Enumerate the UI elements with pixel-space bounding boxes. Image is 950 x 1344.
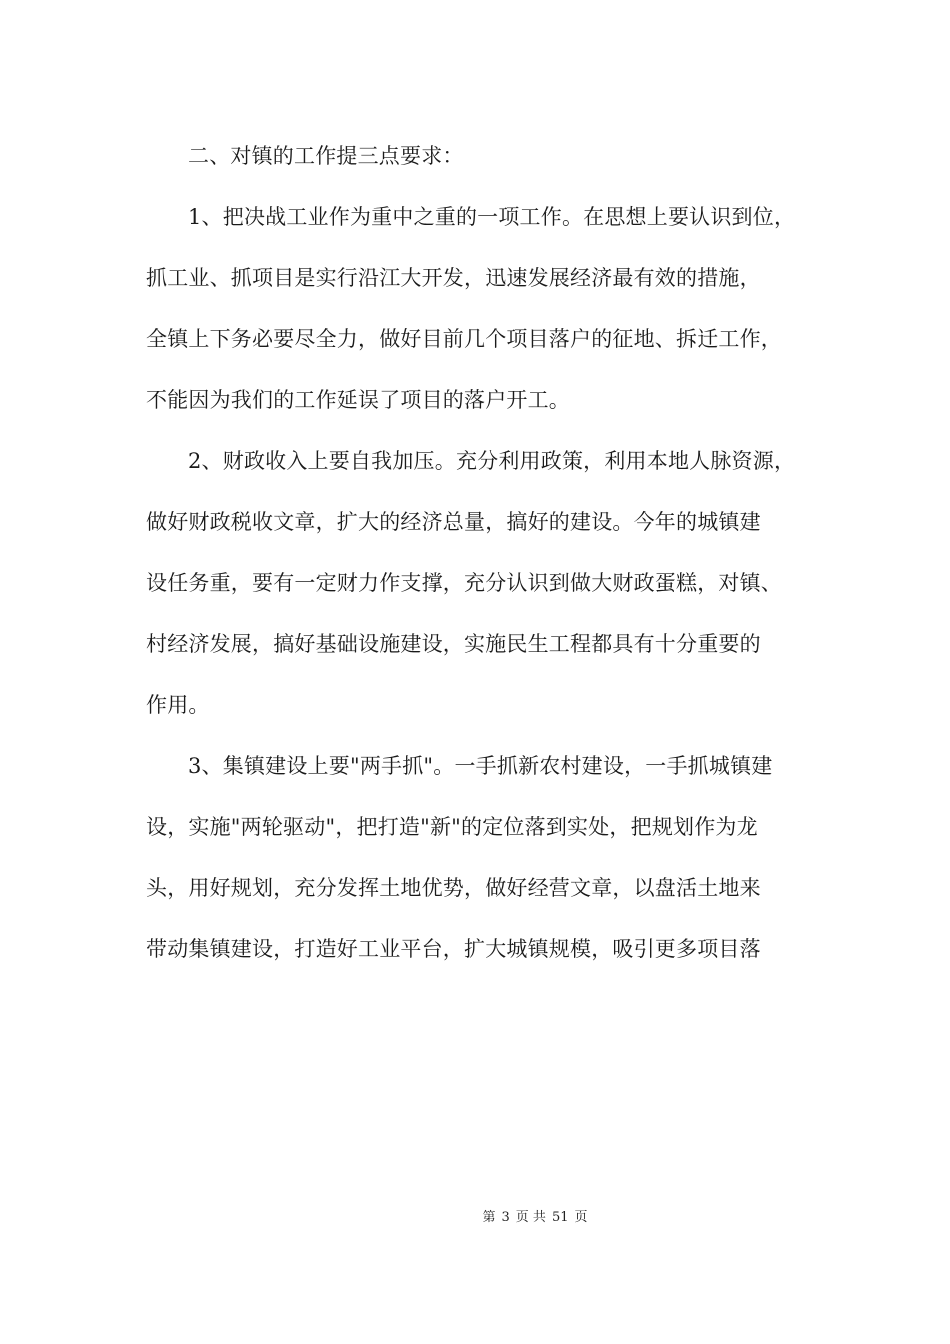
paragraph-1-line-4: 不能因为我们的工作延误了项目的落户开工。 [146,388,570,412]
footer-suffix: 页 [574,1210,588,1225]
paragraph-2-line-2: 做好财政税收文章，扩大的经济总量，搞好的建设。今年的城镇建 [146,510,761,534]
paragraph-3-line-1: 3、集镇建设上要"两手抓"。一手抓新农村建设，一手抓城镇建 [188,754,773,778]
paragraph-2-line-3: 设任务重，要有一定财力作支撑，充分认识到做大财政蛋糕，对镇、 [146,571,782,595]
section-heading: 二、对镇的工作提三点要求： [188,144,464,168]
paragraph-3-line-2: 设，实施"两轮驱动"，把打造"新"的定位落到实处，把规划作为龙 [146,815,758,839]
paragraph-1-line-3: 全镇上下务必要尽全力，做好目前几个项目落户的征地、拆迁工作， [146,327,782,351]
paragraph-3-line-3: 头，用好规划，充分发挥土地优势，做好经营文章，以盘活土地来 [146,876,761,900]
footer-total-pages: 51 [551,1210,569,1225]
paragraph-3-line-4: 带动集镇建设，打造好工业平台，扩大城镇规模，吸引更多项目落 [146,937,761,961]
footer-current-page: 3 [501,1210,510,1225]
paragraph-2-line-5: 作用。 [146,693,210,717]
footer-middle: 页 共 [515,1210,546,1225]
paragraph-1-line-1: 1、把决战工业作为重中之重的一项工作。在思想上要认识到位， [188,205,796,229]
page-footer [0,1208,950,1228]
footer-prefix: 第 [482,1210,496,1225]
paragraph-2-line-1: 2、财政收入上要自我加压。充分利用政策，利用本地人脉资源， [188,449,796,473]
paragraph-2-line-4: 村经济发展，搞好基础设施建设，实施民生工程都具有十分重要的 [146,632,761,656]
document-body [146,134,826,988]
paragraph-1-line-2: 抓工业、抓项目是实行沿江大开发，迅速发展经济最有效的措施， [146,266,761,290]
